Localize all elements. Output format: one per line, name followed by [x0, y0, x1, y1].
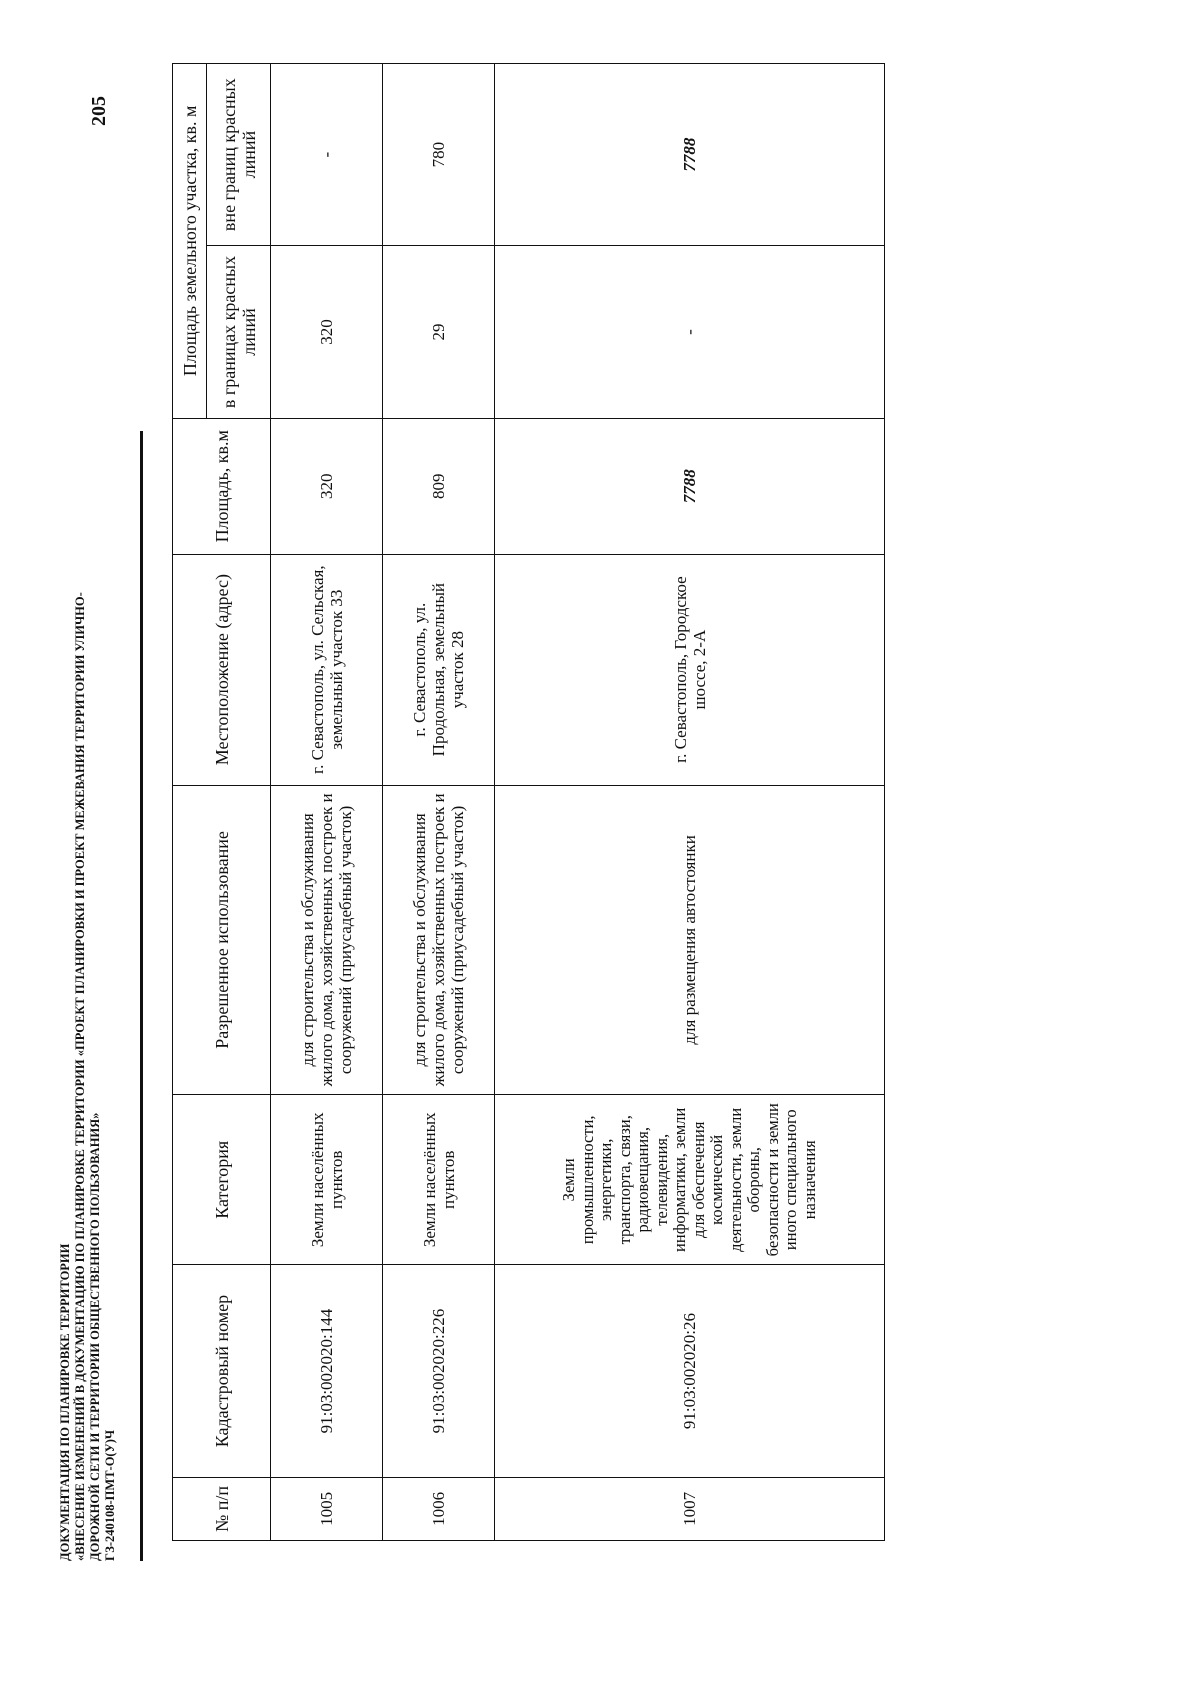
header-line: ГЗ-240108-ПМТ-О(У)Ч — [103, 1429, 117, 1561]
cell-location: г. Севастополь, ул. Продольная, земельный участок 28 — [383, 554, 495, 785]
cell-cadastral: 91:03:002020:144 — [271, 1265, 383, 1478]
cell-location: г. Севастополь, Городское шоссе, 2-А — [495, 554, 885, 785]
cell-area: 7788 — [495, 418, 885, 554]
cell-permitted-use: для строительства и обслуживания жилого дома, хозяйственных построек и сооружений (приусадебный участок) — [271, 785, 383, 1095]
header-rule — [140, 431, 143, 1561]
cell-num: 1005 — [271, 1477, 383, 1540]
header-within-red-lines: в границах красных линий — [207, 246, 271, 418]
land-plot-table — [172, 63, 885, 1541]
table-row — [271, 64, 383, 1541]
cell-area: 320 — [271, 418, 383, 554]
header-permitted-use: Разрешенное использование — [173, 785, 271, 1095]
header-cadastral: Кадастровый номер — [173, 1265, 271, 1478]
cell-cadastral: 91:03:002020:226 — [383, 1265, 495, 1478]
cell-category: Земли населённых пунктов — [271, 1095, 383, 1265]
cell-num: 1007 — [495, 1477, 885, 1540]
cell-outside-red-lines: 780 — [383, 64, 495, 246]
cell-category: Земли населённых пунктов — [383, 1095, 495, 1265]
cell-outside-red-lines: 7788 — [495, 64, 885, 246]
cell-permitted-use: для строительства и обслуживания жилого дома, хозяйственных построек и сооружений (приусадебный участок) — [383, 785, 495, 1095]
header-line: «ВНЕСЕНИЕ ИЗМЕНЕНИЙ В ДОКУМЕНТАЦИЮ ПО ПЛАНИРОВКЕ ТЕРРИТОРИИ «ПРОЕКТ ПЛАНИРОВКИ И ПРОЕКТ МЕЖЕВАНИЯ ТЕРРИТОРИИ УЛИЧНО- — [73, 592, 87, 1561]
header-line: ДОРОЖНОЙ СЕТИ И ТЕРРИТОРИИ ОБЩЕСТВЕННОГО ПОЛЬЗОВАНИЯ» — [88, 1112, 102, 1561]
header-line: ДОКУМЕНТАЦИЯ ПО ПЛАНИРОВКЕ ТЕРРИТОРИИ — [58, 1243, 72, 1561]
cell-permitted-use: для размещения автостоянки — [495, 785, 885, 1095]
header-plot-area-group: Площадь земельного участка, кв. м — [173, 64, 207, 419]
header-outside-red-lines: вне границ красных линий — [207, 64, 271, 246]
cell-category: Земли промышленности, энергетики, транспорта, связи, радиовещания, телевидения, информатики, земли для обеспечения космической деятельности, земли обороны, безопасности и земли иного специального назначения — [495, 1095, 885, 1265]
cell-cadastral: 91:03:002020:26 — [495, 1265, 885, 1478]
cell-num: 1006 — [383, 1477, 495, 1540]
table-row — [383, 64, 495, 1541]
table-row — [495, 64, 885, 1541]
header-num: № п/п — [173, 1477, 271, 1540]
cell-within-red-lines: - — [495, 246, 885, 418]
header-location: Местоположение (адрес) — [173, 554, 271, 785]
page-number: 205 — [88, 96, 110, 126]
cell-area: 809 — [383, 418, 495, 554]
header-category: Категория — [173, 1095, 271, 1265]
cell-within-red-lines: 320 — [271, 246, 383, 418]
cell-location: г. Севастополь, ул. Сельская, земельный участок 33 — [271, 554, 383, 785]
cell-within-red-lines: 29 — [383, 246, 495, 418]
cell-outside-red-lines: - — [271, 64, 383, 246]
document-header — [58, 461, 118, 1561]
header-area: Площадь, кв.м — [173, 418, 271, 554]
